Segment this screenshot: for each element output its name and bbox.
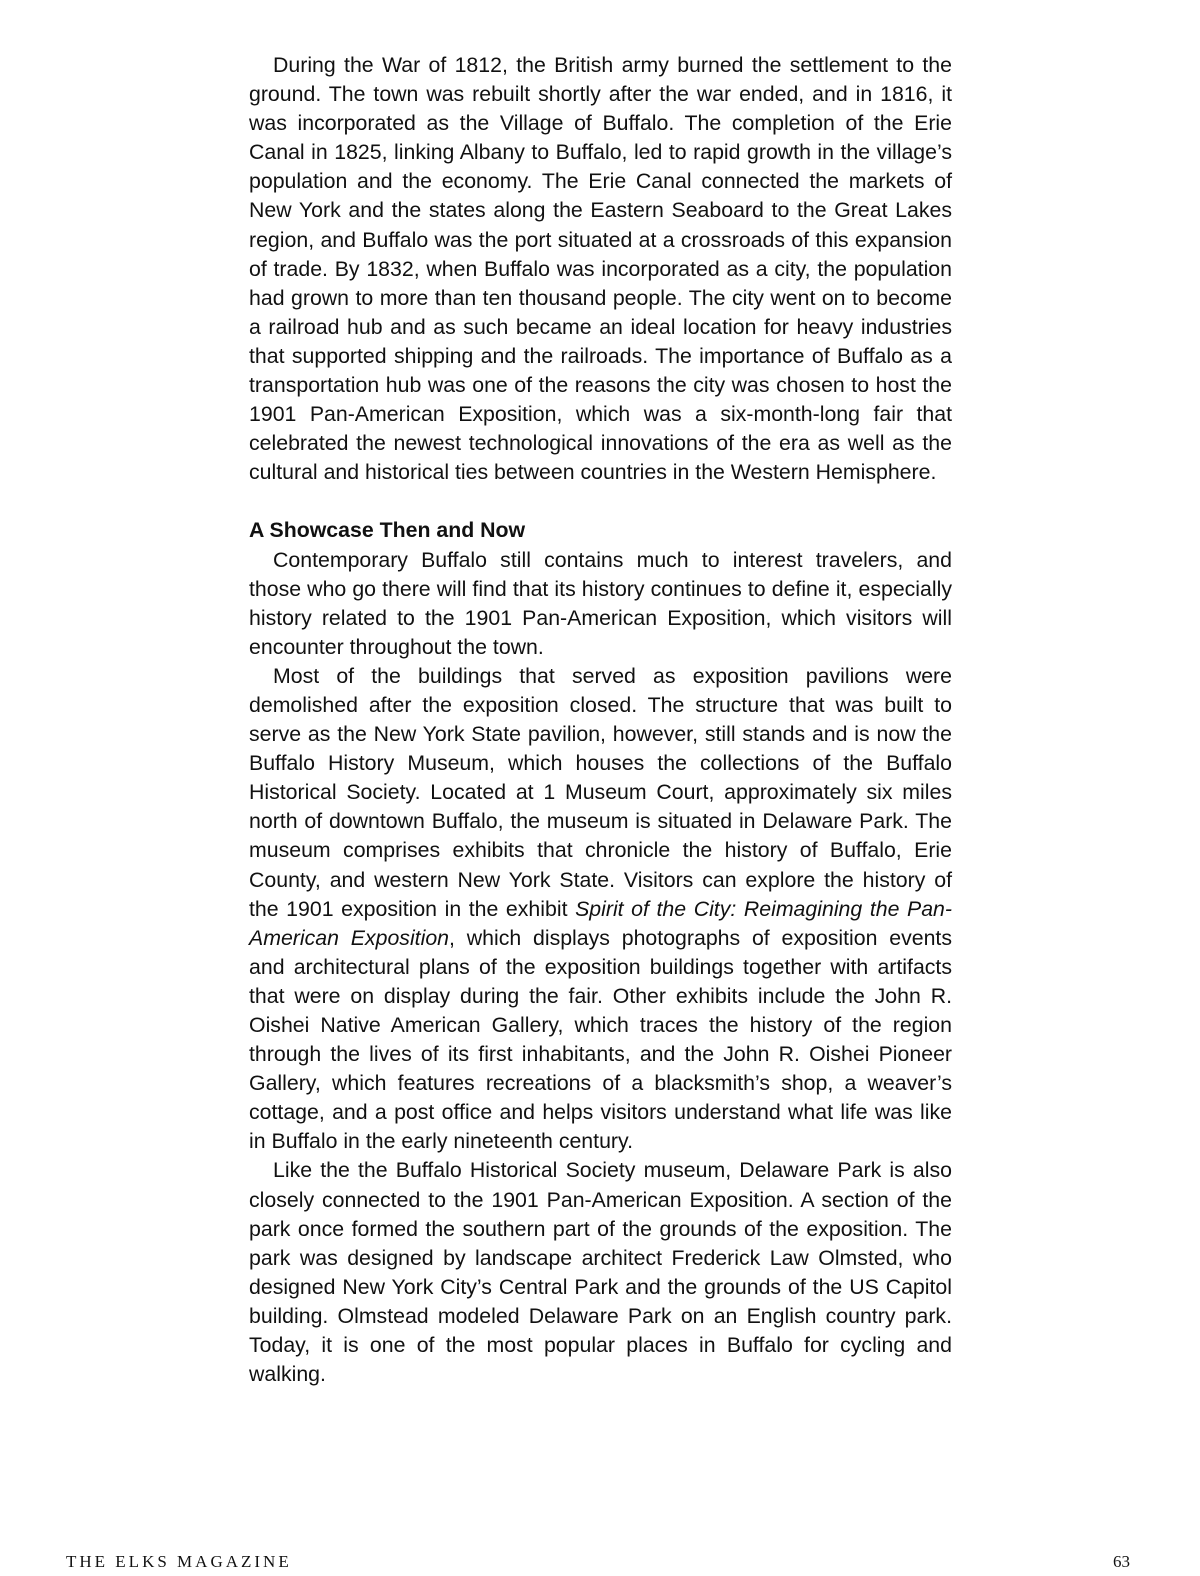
- museum-text-part-1: Most of the buildings that served as exposition pavilions were demolished after the exposition closed. The structure that was built to serve as the New York State pavilion, however, still stands and is now the Buffalo History Museum, which houses the collections of the Buffalo Historical Society. Located at 1 Museum Court, approximately six miles north of downtown Buffalo, the museum is situated in Delaware Park. The museum comprises exhibits that chronicle the history of Buffalo, Erie County, and western New York State. Visitors can explore the history of the 1901 exposition in the exhibit: [249, 663, 952, 921]
- exhibit-title: Spirit of the City: Reimagining the Pan-American Exposition: [249, 896, 952, 950]
- page-footer: [66, 1552, 1130, 1576]
- museum-text-part-2: , which displays photographs of exposition events and architectural plans of the exposition buildings together with artifacts that were on display during the fair. Other exhibits include the John R. Oishei Native American Gallery, which traces the history of the region through the lives of its first inhabitants, and the John R. Oishei Pioneer Gallery, which features recreations of a blacksmith’s shop, a weaver’s cottage, and a post office and helps visitors understand what life was like in Buffalo in the early nineteenth century.: [249, 925, 952, 1154]
- paragraph-delaware-park: Like the the Buffalo Historical Society museum, Delaware Park is also closely connected to the 1901 Pan-American Exposition. A section of the park once formed the southern part of the grounds of the exposition. The park was designed by landscape architect Frederick Law Olmsted, who designed New York City’s Central Park and the grounds of the US Capitol building. Olmstead modeled Delaware Park on an English country park. Today, it is one of the most popular places in Buffalo for cycling and walking.: [249, 1158, 952, 1387]
- paragraph-history-museum: [249, 662, 952, 1157]
- section-heading: A Showcase Then and Now: [249, 518, 526, 543]
- article-column: [249, 51, 952, 1389]
- paragraph-contemporary-buffalo: Contemporary Buffalo still contains much to interest travelers, and those who go there will find that its history continues to define it, especially history related to the 1901 Pan-American Exposition, which visitors will encounter throughout the town.: [249, 547, 952, 659]
- paragraph-war-of-1812: During the War of 1812, the British army burned the settlement to the ground. The town was rebuilt shortly after the war ended, and in 1816, it was incorporated as the Village of Buffalo. The completion of the Erie Canal in 1825, linking Albany to Buffalo, led to rapid growth in the village’s population and the economy. The Erie Canal connected the markets of New York and the states along the Eastern Seaboard to the Great Lakes region, and Buffalo was the port situated at a crossroads of this expansion of trade. By 1832, when Buffalo was incorporated as a city, the population had grown to more than ten thousand people. The city went on to become a railroad hub and as such became an ideal location for heavy industries that supported shipping and the railroads. The importance of Buffalo as a transportation hub was one of the reasons the city was chosen to host the 1901 Pan-American Exposition, which was a six-month-long fair that celebrated the newest technological innovations of the era as well as the cultural and historical ties between countries in the Western Hemisphere.: [249, 53, 952, 485]
- magazine-name: THE ELKS MAGAZINE: [66, 1552, 292, 1571]
- page-number: 63: [1113, 1552, 1130, 1571]
